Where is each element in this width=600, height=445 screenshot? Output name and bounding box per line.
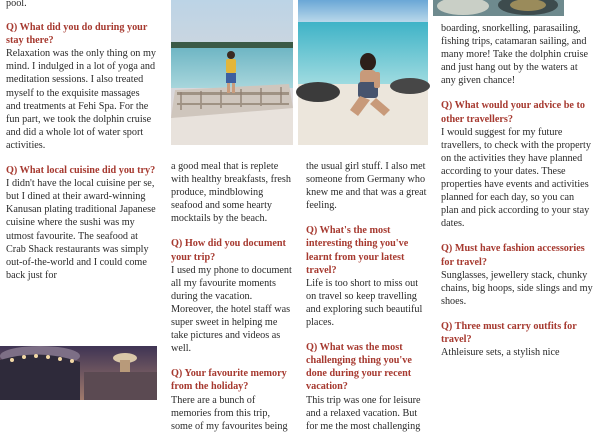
- question-stay: Q) What did you do during your stay there?: [6, 22, 148, 47]
- qa-block: [306, 224, 430, 329]
- question-outfits: Q) Three must carry outfits for travel?: [441, 320, 577, 345]
- qa-block: [6, 164, 156, 282]
- question-challenging: Q) What was the most challenging thing you've done during your recent vacation?: [306, 342, 412, 393]
- question-memory: Q) Your favourite memory from the holiday?: [171, 368, 287, 393]
- resort-photo-art: [0, 346, 157, 400]
- qa-block: [441, 242, 593, 307]
- beach-photo: [298, 0, 428, 145]
- column-3-intro: the usual girl stuff. I also met someone from Germany who knew me and that was a great feeling.: [306, 161, 427, 212]
- column-3: [306, 160, 430, 445]
- answer-advice: I would suggest for my future travellers, to check with the property on the activities they have planned according to your dates. These properties have events and activities planned for each day, so you can plan and pick according to your stay dates.: [441, 126, 591, 230]
- qa-block: [171, 367, 293, 432]
- answer-stay: Relaxation was the only thing on my mind. I indulged in a lot of yoga and meditation sessions. I also treated myself to the exquisite massages and treatments at Fehi Spa. For the fun part, we took the dolphin cruise and did a whole lot of water sport activities.: [6, 48, 156, 151]
- answer-memory: There are a bunch of memories from this trip, some of my favourites being: [171, 394, 288, 432]
- column-4: [441, 22, 593, 371]
- answer-challenging: This trip was one for leisure and a relaxed vacation. But for me the most challenging: [306, 394, 421, 432]
- qa-block: [171, 237, 293, 355]
- qa-block: [441, 320, 593, 359]
- column-4-intro: boarding, snorkelling, parasailing, fishing trips, catamaran sailing, and many more! Take the dolphin cruise and just hang out by the waters at any given chance!: [441, 23, 589, 87]
- resort-photo: [0, 346, 157, 400]
- pier-photo-art: [171, 0, 293, 145]
- question-learnt: Q) What's the most interesting thing you've learnt from your latest travel?: [306, 225, 409, 276]
- answer-outfits: Athleisure sets, a stylish nice: [441, 347, 560, 359]
- dining-photo-art: [433, 0, 564, 16]
- column-1: [6, 0, 156, 294]
- answer-cuisine: I didn't have the local cuisine per se, but I dined at their award-winning Kanusan plating traditional Japanese cuisine where the sushi was my utmost favourite. The seafood at Crab Shack restaurants was simply out-of-the-world and I could come back just for: [6, 178, 156, 281]
- column-2: [171, 160, 293, 445]
- answer-document: I used my phone to document all my favourite moments during the vacation. Moreover, the hotel staff was super sweet in helping me take pictures and videos as well.: [171, 264, 292, 355]
- column-2-intro: a good meal that is replete with healthy breakfasts, fresh produce, mindblowing seafood and some hearty mocktails by the beach.: [171, 161, 291, 225]
- column-1-intro: pool.: [6, 0, 27, 9]
- pier-photo: [171, 0, 293, 145]
- question-document: Q) How did you document your trip?: [171, 238, 286, 263]
- answer-learnt: Life is too short to miss out on travel so keep travelling and exploring such beautiful places.: [306, 277, 423, 329]
- qa-block: [441, 99, 593, 230]
- dining-photo: [433, 0, 564, 16]
- question-accessories: Q) Must have fashion accessories for travel?: [441, 243, 585, 268]
- question-cuisine: Q) What local cuisine did you try?: [6, 165, 156, 177]
- beach-photo-art: [298, 0, 428, 145]
- answer-accessories: Sunglasses, jewellery stack, chunky chains, big hoops, side slings and my shoes.: [441, 269, 593, 307]
- qa-block: [6, 21, 156, 152]
- qa-block: [306, 341, 430, 433]
- question-advice: Q) What would your advice be to other travellers?: [441, 100, 585, 125]
